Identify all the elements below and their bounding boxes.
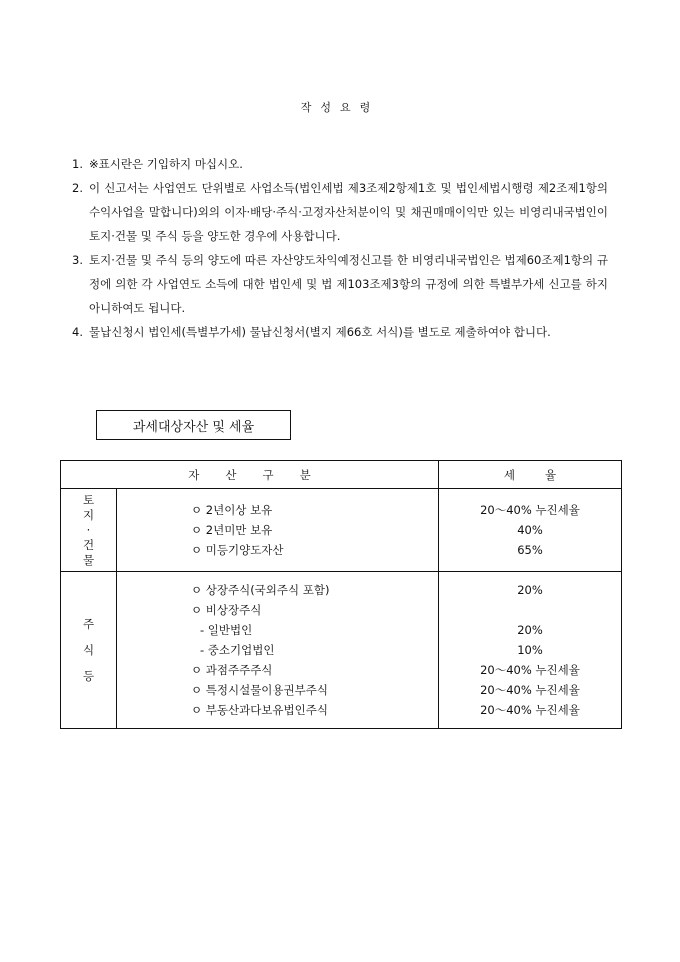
group-label-char: 건 — [82, 537, 95, 552]
tax-rate: 65% — [517, 543, 543, 557]
instruction-number: 4. — [72, 325, 83, 339]
tax-rates-cell — [439, 572, 622, 729]
tax-rate: 20% — [517, 623, 543, 637]
asset-item: ㅇ 상장주식(국외주식 포함) — [191, 583, 330, 597]
instruction-number: 2. — [72, 181, 83, 195]
asset-items-cell — [117, 489, 439, 572]
group-label-char: 토 — [82, 492, 95, 507]
group-label-char: 식 — [82, 643, 95, 657]
group-label-char: · — [86, 522, 91, 537]
instruction-text: 이 신고서는 사업연도 단위별로 사업소득(법인세법 제3조제2항제1호 및 법인세법시행령 제2조제1항의 수익사업을 말합니다)외의 이자·배당·주식·고정자산처분이익 및 채권매매이익만 있는 비영리내국법인이 토지·건물 및 주식 등을 양도한 경우에 사용합니다. — [89, 181, 608, 243]
tax-rate: 20～40% 누진세율 — [480, 503, 580, 517]
asset-item: ㅇ 특정시설물이용권부주식 — [191, 683, 328, 697]
asset-subitem: - 일반법인 — [200, 623, 253, 637]
instruction-item — [72, 248, 608, 320]
instruction-item — [72, 320, 608, 344]
tax-rate: 20～40% 누진세율 — [480, 683, 580, 697]
asset-item: ㅇ 과점주주주식 — [191, 663, 273, 677]
header-asset-category: 자산구분 — [61, 461, 439, 489]
document-title: 작성요령 — [300, 101, 380, 114]
instruction-text: 물납신청시 법인세(특별부가세) 물납신청서(별지 제66호 서식)를 별도로 제출하여야 합니다. — [89, 325, 551, 339]
asset-item: ㅇ 부동산과다보유법인주식 — [191, 703, 328, 717]
group-label-char: 등 — [82, 669, 95, 683]
asset-items-cell — [117, 572, 439, 729]
section-title-box — [96, 410, 291, 440]
instruction-text: 토지·건물 및 주식 등의 양도에 따른 자산양도차익예정신고를 한 비영리내국법인은 법제60조제1항의 규정에 의한 각 사업연도 소득에 대한 법인세 및 법 제103조제3항의 규정에 의한 특별부가세 신고를 하지 아니하여도 됩니다. — [89, 253, 608, 315]
tax-rate-table — [60, 460, 622, 729]
instructions-list — [72, 152, 608, 344]
instruction-text: ※표시란은 기입하지 마십시오. — [89, 157, 243, 171]
tax-rate: 40% — [517, 523, 543, 537]
table-header-row — [61, 461, 622, 489]
group-label-char: 물 — [82, 552, 95, 567]
tax-rate — [439, 600, 621, 620]
tax-rate: 20～40% 누진세율 — [480, 703, 580, 717]
tax-rate: 10% — [517, 643, 543, 657]
group-label-char: 주 — [82, 617, 95, 631]
instruction-item — [72, 176, 608, 248]
asset-subitem: - 중소기업법인 — [200, 643, 275, 657]
instruction-item — [72, 152, 608, 176]
group-label-char: 지 — [82, 507, 95, 522]
instruction-number: 3. — [72, 253, 83, 267]
asset-item: ㅇ 비상장주식 — [191, 603, 262, 617]
group-label-land-buildings — [61, 489, 117, 572]
table-row-land-buildings — [61, 489, 622, 572]
section-title: 과세대상자산 및 세율 — [132, 419, 255, 435]
instruction-number: 1. — [72, 157, 83, 171]
tax-rates-cell — [439, 489, 622, 572]
asset-item: ㅇ 2년이상 보유 — [191, 503, 273, 517]
header-tax-rate: 세율 — [439, 461, 622, 489]
table-row-stocks — [61, 572, 622, 729]
asset-item: ㅇ 2년미만 보유 — [191, 523, 273, 537]
tax-rate: 20～40% 누진세율 — [480, 663, 580, 677]
tax-rate: 20% — [517, 583, 543, 597]
group-label-stocks — [61, 572, 117, 729]
asset-item: ㅇ 미등기양도자산 — [191, 543, 284, 557]
